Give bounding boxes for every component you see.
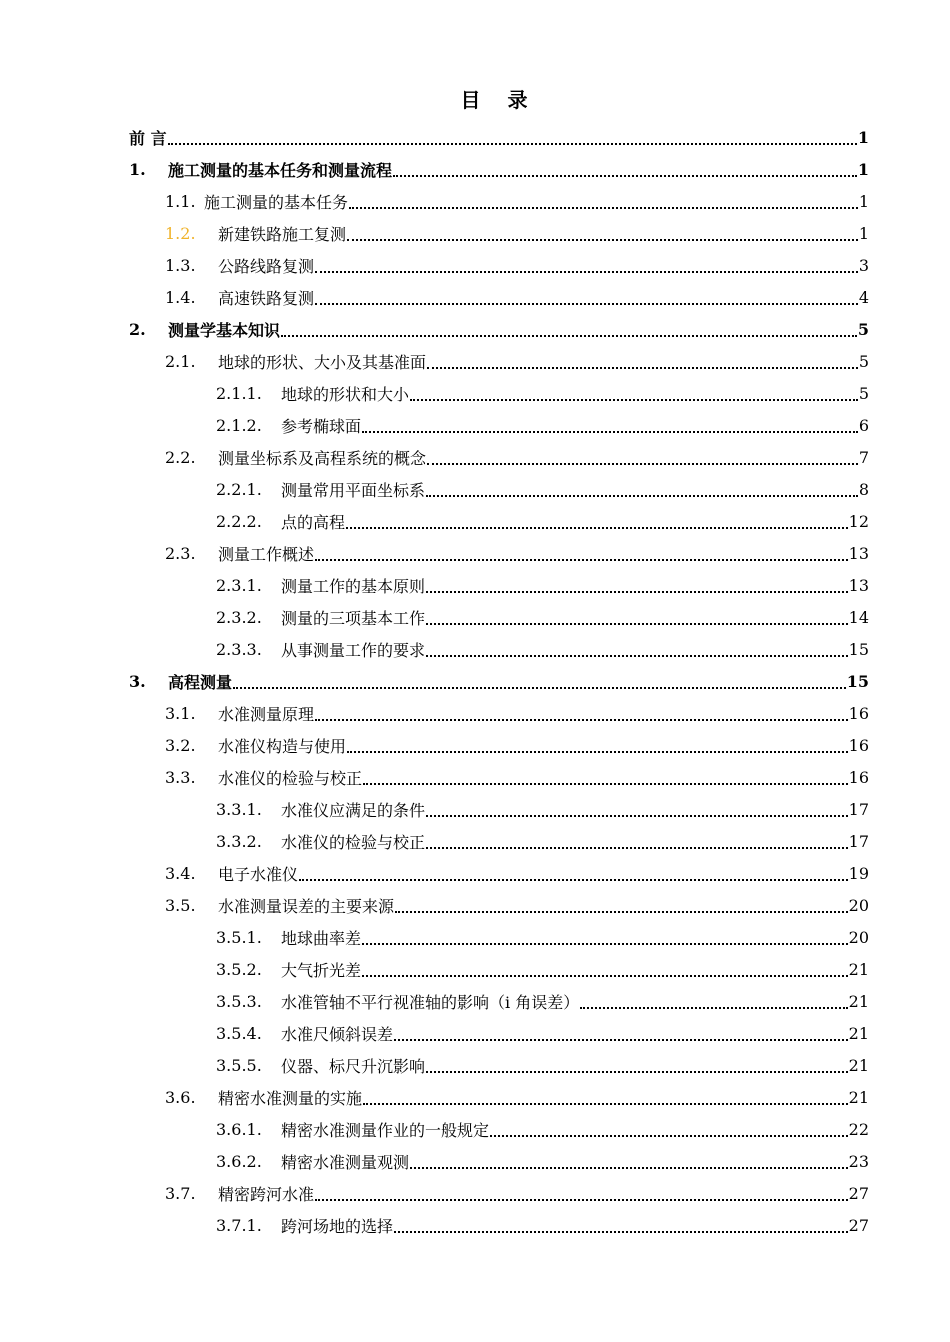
toc-entry-page: 14	[848, 607, 869, 627]
toc-entry-number: 3.7.1.	[216, 1215, 262, 1235]
toc-list	[129, 121, 869, 1241]
toc-entry-number: 2.1.1.	[216, 383, 262, 403]
toc-entry-page: 15	[846, 671, 869, 691]
toc-entry-number: 2.1.2.	[216, 415, 262, 435]
toc-entry[interactable]	[129, 249, 869, 281]
toc-leader-dots	[347, 750, 848, 753]
toc-leader-dots	[363, 1102, 848, 1105]
toc-entry-text: 地球的形状和大小	[281, 384, 410, 404]
toc-leader-dots	[410, 398, 858, 401]
toc-entry-text: 水准仪构造与使用	[218, 736, 347, 756]
toc-leader-dots	[349, 206, 858, 209]
toc-entry[interactable]	[129, 729, 869, 761]
toc-entry-page: 16	[848, 703, 869, 723]
toc-entry-text: 测量工作概述	[218, 544, 315, 564]
toc-entry-number: 3.5.3.	[216, 991, 262, 1011]
toc-entry-page: 1	[857, 159, 869, 179]
toc-entry-text: 测量学基本知识	[168, 320, 281, 340]
toc-entry-page: 20	[848, 927, 869, 947]
toc-entry-number: 2.3.	[165, 543, 196, 563]
toc-entry-page: 21	[848, 959, 869, 979]
toc-entry-text: 高速铁路复测	[218, 288, 315, 308]
toc-entry[interactable]	[129, 153, 869, 185]
toc-entry[interactable]	[129, 889, 869, 921]
toc-entry[interactable]	[129, 665, 869, 697]
toc-entry-text: 水准尺倾斜误差	[281, 1024, 394, 1044]
toc-leader-dots	[426, 814, 848, 817]
toc-leader-dots	[362, 942, 848, 945]
toc-entry-number: 3.5.	[165, 895, 196, 915]
toc-entry-page: 8	[858, 479, 869, 499]
toc-entry-page: 5	[858, 383, 869, 403]
toc-entry-text: 施工测量的基本任务和测量流程	[168, 160, 393, 180]
toc-entry[interactable]	[129, 1017, 869, 1049]
toc-title: 目 录	[460, 88, 538, 112]
toc-entry-page: 13	[848, 543, 869, 563]
toc-entry-number: 2.2.2.	[216, 511, 262, 531]
toc-entry-page: 1	[858, 191, 869, 211]
toc-entry-number: 3.5.1.	[216, 927, 262, 947]
toc-entry-text: 水准测量误差的主要来源	[218, 896, 395, 916]
toc-entry-text: 测量工作的基本原则	[281, 576, 426, 596]
toc-entry[interactable]	[129, 345, 869, 377]
toc-entry[interactable]	[129, 569, 869, 601]
toc-entry[interactable]	[129, 697, 869, 729]
toc-entry-number: 2.1.	[165, 351, 196, 371]
toc-entry-number: 3.3.1.	[216, 799, 262, 819]
toc-entry-page: 23	[848, 1151, 869, 1171]
toc-entry-text: 水准仪的检验与校正	[218, 768, 363, 788]
toc-entry-text: 仪器、标尺升沉影响	[281, 1056, 426, 1076]
toc-entry-text: 高程测量	[168, 672, 233, 692]
toc-entry-page: 16	[848, 735, 869, 755]
toc-leader-dots	[362, 430, 858, 433]
toc-entry-number: 3.5.2.	[216, 959, 262, 979]
toc-entry[interactable]	[129, 313, 869, 345]
toc-entry[interactable]	[129, 537, 869, 569]
toc-entry-text: 水准仪的检验与校正	[281, 832, 426, 852]
toc-entry[interactable]	[129, 505, 869, 537]
toc-entry-number: 2.3.1.	[216, 575, 262, 595]
toc-leader-dots	[393, 174, 857, 177]
toc-leader-dots	[426, 1070, 848, 1073]
toc-entry-number: 2.3.2.	[216, 607, 262, 627]
toc-leader-dots	[427, 366, 858, 369]
toc-entry-text: 精密跨河水准	[218, 1184, 315, 1204]
toc-entry-text: 地球的形状、大小及其基准面	[218, 352, 427, 372]
toc-leader-dots	[426, 622, 848, 625]
toc-entry-number: 1.3.	[165, 255, 196, 275]
toc-entry-number: 3.1.	[165, 703, 196, 723]
toc-entry[interactable]	[129, 1049, 869, 1081]
toc-leader-dots	[394, 1038, 848, 1041]
toc-entry-number: 3.5.5.	[216, 1055, 262, 1075]
toc-entry[interactable]	[129, 761, 869, 793]
toc-entry-text: 新建铁路施工复测	[218, 224, 347, 244]
toc-entry-text: 从事测量工作的要求	[281, 640, 426, 660]
toc-entry-text: 公路线路复测	[218, 256, 315, 276]
toc-entry-text: 水准仪应满足的条件	[281, 800, 426, 820]
toc-leader-dots	[426, 494, 858, 497]
toc-entry-text: 精密水准测量作业的一般规定	[281, 1120, 490, 1140]
toc-entry[interactable]	[129, 985, 869, 1017]
toc-leader-dots	[168, 142, 857, 145]
toc-entry-page: 1	[858, 223, 869, 243]
toc-entry-page: 20	[848, 895, 869, 915]
toc-leader-dots	[315, 718, 848, 721]
toc-entry-number: 3.4.	[165, 863, 196, 883]
toc-entry[interactable]	[129, 1113, 869, 1145]
toc-entry[interactable]	[129, 473, 869, 505]
toc-leader-dots	[394, 1230, 848, 1233]
toc-leader-dots	[281, 334, 857, 337]
toc-entry-text: 施工测量的基本任务	[204, 192, 349, 212]
toc-entry-number: 前 言	[129, 128, 167, 148]
toc-entry[interactable]	[129, 633, 869, 665]
toc-entry[interactable]	[129, 1209, 869, 1241]
toc-leader-dots	[426, 654, 848, 657]
toc-leader-dots	[315, 270, 858, 273]
toc-entry-page: 7	[858, 447, 869, 467]
toc-leader-dots	[363, 782, 848, 785]
toc-leader-dots	[426, 846, 848, 849]
toc-leader-dots	[346, 526, 848, 529]
toc-leader-dots	[426, 590, 848, 593]
toc-entry-number: 3.3.	[165, 767, 196, 787]
toc-entry-text: 电子水准仪	[218, 864, 299, 884]
toc-entry-number: 3.3.2.	[216, 831, 262, 851]
toc-leader-dots	[315, 558, 848, 561]
toc-entry-text: 参考椭球面	[281, 416, 362, 436]
toc-entry-text: 点的高程	[281, 512, 346, 532]
toc-entry-page: 4	[858, 287, 869, 307]
toc-entry-text: 测量坐标系及高程系统的概念	[218, 448, 427, 468]
toc-entry-text: 地球曲率差	[281, 928, 362, 948]
toc-entry-page: 15	[848, 639, 869, 659]
toc-entry-number: 3.	[129, 671, 146, 691]
toc-entry[interactable]	[129, 217, 869, 249]
toc-entry-text: 大气折光差	[281, 960, 362, 980]
toc-leader-dots	[490, 1134, 848, 1137]
toc-entry[interactable]	[129, 953, 869, 985]
toc-entry[interactable]	[129, 441, 869, 473]
toc-leader-dots	[347, 238, 858, 241]
toc-entry-page: 5	[858, 351, 869, 371]
toc-entry-text: 跨河场地的选择	[281, 1216, 394, 1236]
toc-entry-page: 13	[848, 575, 869, 595]
toc-entry-number: 3.2.	[165, 735, 196, 755]
toc-entry-page: 17	[848, 831, 869, 851]
toc-entry[interactable]	[129, 185, 869, 217]
toc-leader-dots	[362, 974, 848, 977]
toc-entry-page: 21	[848, 1023, 869, 1043]
toc-entry[interactable]	[129, 281, 869, 313]
toc-entry-page: 1	[857, 127, 869, 147]
toc-leader-dots	[395, 910, 848, 913]
toc-entry-number: 1.4.	[165, 287, 196, 307]
toc-entry-number: 3.5.4.	[216, 1023, 262, 1043]
toc-entry-number: 3.7.	[165, 1183, 196, 1203]
toc-entry-page: 21	[848, 1087, 869, 1107]
toc-entry-number: 2.2.	[165, 447, 196, 467]
toc-entry-text: 测量常用平面坐标系	[281, 480, 426, 500]
toc-entry[interactable]	[129, 1081, 869, 1113]
toc-entry-page: 17	[848, 799, 869, 819]
toc-entry-number: 1.2.	[165, 223, 196, 243]
toc-leader-dots	[427, 462, 858, 465]
toc-entry-page: 3	[858, 255, 869, 275]
toc-leader-dots	[580, 1006, 847, 1009]
toc-entry-page: 21	[848, 1055, 869, 1075]
toc-leader-dots	[410, 1166, 848, 1169]
toc-entry[interactable]	[129, 121, 869, 153]
toc-entry-page: 27	[848, 1215, 869, 1235]
toc-entry-number: 2.2.1.	[216, 479, 262, 499]
toc-entry[interactable]	[129, 825, 869, 857]
toc-entry-page: 21	[848, 991, 869, 1011]
toc-entry-page: 22	[848, 1119, 869, 1139]
toc-entry[interactable]	[129, 1145, 869, 1177]
toc-entry-text: 水准测量原理	[218, 704, 315, 724]
toc-entry-page: 6	[858, 415, 869, 435]
toc-leader-dots	[233, 686, 846, 689]
toc-entry-text: 测量的三项基本工作	[281, 608, 426, 628]
toc-entry[interactable]	[129, 921, 869, 953]
toc-entry[interactable]	[129, 793, 869, 825]
toc-entry-page: 12	[848, 511, 869, 531]
toc-leader-dots	[299, 878, 848, 881]
toc-entry-text: 精密水准测量观测	[281, 1152, 410, 1172]
toc-entry-page: 19	[848, 863, 869, 883]
toc-entry-number: 3.6.	[165, 1087, 196, 1107]
toc-entry[interactable]	[129, 377, 869, 409]
toc-entry[interactable]	[129, 857, 869, 889]
toc-entry-text: 水准管轴不平行视准轴的影响（i 角误差）	[281, 992, 580, 1012]
toc-entry[interactable]	[129, 1177, 869, 1209]
toc-entry-number: 2.	[129, 319, 146, 339]
toc-entry[interactable]	[129, 601, 869, 633]
toc-leader-dots	[315, 1198, 848, 1201]
toc-entry-page: 5	[857, 319, 869, 339]
toc-leader-dots	[315, 302, 858, 305]
toc-entry-number: 2.3.3.	[216, 639, 262, 659]
toc-entry-page: 27	[848, 1183, 869, 1203]
toc-entry-number: 3.6.2.	[216, 1151, 262, 1171]
toc-entry-text: 精密水准测量的实施	[218, 1088, 363, 1108]
toc-entry-number: 1.	[129, 159, 146, 179]
toc-entry-number: 3.6.1.	[216, 1119, 262, 1139]
toc-entry-page: 16	[848, 767, 869, 787]
toc-entry-number: 1.1.	[165, 191, 196, 211]
toc-entry[interactable]	[129, 409, 869, 441]
